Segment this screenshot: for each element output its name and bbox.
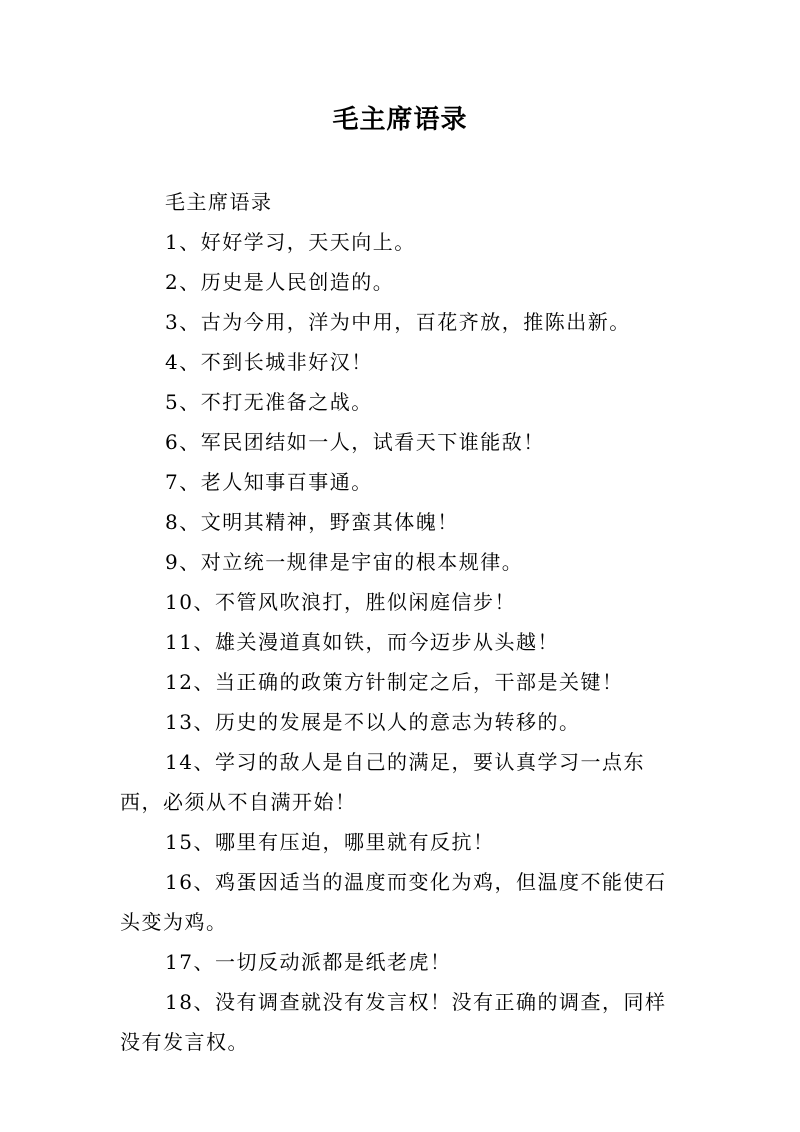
quote-item: 18、没有调查就没有发言权！没有正确的调查，同样没有发言权。	[120, 990, 667, 1054]
quote-item: 11、雄关漫道真如铁，而今迈步从头越！	[165, 630, 559, 654]
quote-item: 15、哪里有压迫，哪里就有反抗！	[165, 830, 495, 854]
quote-item: 8、文明其精神，野蛮其体魄！	[165, 510, 459, 534]
quote-item: 2、历史是人民创造的。	[165, 270, 395, 294]
quote-item: 1、好好学习，天天向上。	[165, 230, 416, 254]
paragraph-heading: 毛主席语录	[165, 190, 273, 214]
quote-item: 16、鸡蛋因适当的温度而变化为鸡，但温度不能使石头变为鸡。	[120, 870, 667, 934]
quote-item: 10、不管风吹浪打，胜似闲庭信步！	[165, 590, 516, 614]
quote-item: 4、不到长城非好汉！	[165, 350, 373, 374]
document-title: 毛主席语录	[332, 105, 468, 135]
quote-item: 7、老人知事百事通。	[165, 470, 373, 494]
document-body	[120, 182, 682, 1062]
quote-item: 13、历史的发展是不以人的意志为转移的。	[165, 710, 581, 734]
quote-item: 6、军民团结如一人，试看天下谁能敌！	[165, 430, 545, 454]
quote-item: 5、不打无准备之战。	[165, 390, 373, 414]
quote-item: 12、当正确的政策方针制定之后，干部是关键！	[165, 670, 624, 694]
quote-item: 3、古为今用，洋为中用，百花齐放，推陈出新。	[165, 310, 631, 334]
quote-item: 17、一切反动派都是纸老虎！	[165, 950, 452, 974]
quote-item: 14、学习的敌人是自己的满足，要认真学习一点东西，必须从不自满开始！	[120, 750, 645, 814]
quote-item: 9、对立统一规律是宇宙的根本规律。	[165, 550, 524, 574]
